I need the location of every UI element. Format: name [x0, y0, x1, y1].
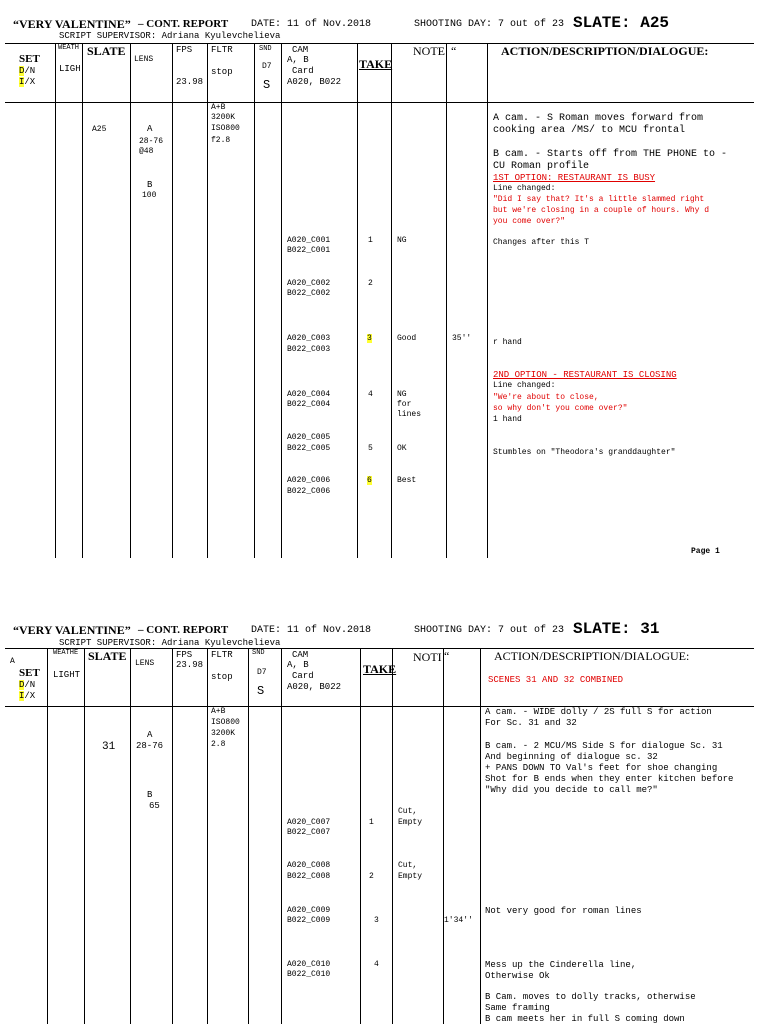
- lens-b-focal: 100: [142, 191, 157, 200]
- take-number: 4: [368, 390, 373, 399]
- script-supervisor: SCRIPT SUPERVISOR: Adriana Kyulevchelieva: [59, 31, 281, 41]
- take-cam-b: B022_C006: [287, 487, 331, 496]
- slate-heading: SLATE: 31: [573, 620, 660, 638]
- action-line: "Why did you decide to call me?": [485, 785, 658, 795]
- sound-header: SND: [252, 649, 265, 657]
- action-line: A cam. - WIDE dolly / 2S full S for action: [485, 707, 712, 717]
- filter-header: FLTR: [211, 45, 233, 55]
- take-number: 4: [374, 960, 379, 969]
- fps-value: 23.98: [176, 77, 204, 87]
- take-cam-b: B022_C005: [287, 444, 331, 453]
- sound-d7: D7: [257, 668, 267, 677]
- cont-report-label: – CONT. REPORT: [138, 624, 229, 636]
- set-header: SET: [19, 53, 40, 65]
- dialogue-line: you come over?": [493, 217, 566, 226]
- take-note: Good: [397, 334, 417, 343]
- take-number: 1: [368, 236, 373, 245]
- lens-header: LENS: [134, 55, 154, 64]
- lens-a: A: [147, 124, 153, 134]
- fltr-line: 3200K: [211, 113, 236, 122]
- action-line: Line changed:: [493, 184, 556, 193]
- action-line: A cam. - S Roman moves forward from: [493, 113, 704, 124]
- int-ext-label: I/X: [19, 691, 36, 701]
- day-night-label: D/N: [19, 680, 36, 690]
- dialogue-line: but we're closing in a couple of hours. Why d: [493, 206, 710, 215]
- action-line: CU Roman profile: [493, 161, 590, 172]
- option-1-heading: 1ST OPTION: RESTAURANT IS BUSY: [493, 173, 656, 183]
- fltr-line: ISO800: [211, 718, 240, 727]
- dialogue-line: so why don't you come over?": [493, 404, 628, 413]
- take-note: Cut,: [398, 807, 418, 816]
- fltr-line: A+B: [211, 103, 226, 112]
- lens-a: A: [147, 730, 153, 740]
- take-number: 3: [367, 334, 372, 343]
- take-header: TAKE: [363, 662, 397, 676]
- take-note: NG: [397, 236, 407, 245]
- action-line: Otherwise Ok: [485, 971, 550, 981]
- take-cam-a: A020_C004: [287, 390, 331, 399]
- note-header: NOTI: [413, 650, 442, 664]
- action-line: + PANS DOWN TO Val's feet for shoe changing: [485, 763, 718, 773]
- take-number: 6: [367, 476, 372, 485]
- action-line: r hand: [493, 338, 522, 347]
- dialogue-line: "We're about to close,: [493, 393, 599, 402]
- cam-cards: A020, B022: [287, 682, 342, 692]
- action-line: Same framing: [485, 1003, 550, 1013]
- fltr-line: 2.8: [211, 740, 226, 749]
- int-ext-label: I/X: [19, 77, 36, 87]
- lens-a-range: 28-76: [136, 741, 164, 751]
- fltr-line: ISO800: [211, 124, 240, 133]
- slate-header: SLATE: [87, 44, 126, 58]
- take-time: 35'': [452, 334, 472, 343]
- day-night-label: D/N: [19, 66, 36, 76]
- take-number: 3: [374, 916, 379, 925]
- card-header: Card: [292, 671, 314, 681]
- report-title: “VERY VALENTINE”: [13, 17, 131, 31]
- take-number: 2: [369, 872, 374, 881]
- take-cam-a: A020_C005: [287, 433, 331, 442]
- take-number: 5: [368, 444, 373, 453]
- action-line: Not very good for roman lines: [485, 906, 642, 916]
- option-2-heading: 2ND OPTION - RESTAURANT IS CLOSING: [493, 370, 677, 380]
- action-line: For Sc. 31 and 32: [485, 718, 577, 728]
- lens-a-focal: @48: [139, 147, 154, 156]
- weather-header: WEATH: [58, 44, 80, 52]
- take-cam-b: B022_C008: [287, 872, 331, 881]
- take-cam-b: B022_C002: [287, 289, 331, 298]
- action-line: 1 hand: [493, 415, 522, 424]
- lens-a-range: 28-76: [139, 137, 164, 146]
- take-cam-a: A020_C010: [287, 960, 331, 969]
- filter-header: FLTR: [211, 650, 233, 660]
- take-cam-a: A020_C006: [287, 476, 331, 485]
- action-line: Changes after this T: [493, 238, 590, 247]
- take-note: Empty: [398, 818, 423, 827]
- take-cam-a: A020_C001: [287, 236, 331, 245]
- page-number: Page 1: [691, 547, 720, 556]
- stop-header: stop: [211, 67, 233, 77]
- take-cam-b: B022_C001: [287, 246, 331, 255]
- scenes-combined: SCENES 31 AND 32 COMBINED: [488, 675, 624, 685]
- light-header: LIGH: [59, 64, 81, 74]
- take-note: for: [397, 400, 412, 409]
- take-cam-b: B022_C003: [287, 345, 331, 354]
- action-line: B cam. - Starts off from THE PHONE to -: [493, 149, 728, 160]
- cont-report-label: – CONT. REPORT: [138, 18, 229, 30]
- note-header: NOTE: [413, 44, 445, 58]
- sound-header: SND: [259, 45, 272, 53]
- report-date: DATE: 11 of Nov.2018: [251, 19, 372, 30]
- take-cam-b: B022_C009: [287, 916, 331, 925]
- take-cam-b: B022_C007: [287, 828, 331, 837]
- fps-header: FPS: [176, 650, 193, 660]
- sound-s: S: [263, 78, 271, 92]
- fps-header: FPS: [176, 45, 193, 55]
- fltr-line: 3200K: [211, 729, 236, 738]
- report-title: “VERY VALENTINE”: [13, 623, 131, 637]
- action-line: And beginning of dialogue sc. 32: [485, 752, 658, 762]
- cam-cards: A020, B022: [287, 77, 342, 87]
- cam-ab: A, B: [287, 660, 309, 670]
- set-header: SET: [19, 667, 40, 679]
- script-supervisor: SCRIPT SUPERVISOR: Adriana Kyulevchelieva: [59, 638, 281, 648]
- weather-header: WEATHE: [53, 649, 79, 657]
- take-cam-a: A020_C002: [287, 279, 331, 288]
- time-header: “: [444, 649, 450, 663]
- action-line: Shot for B ends when they enter kitchen before: [485, 774, 734, 784]
- action-line: B Cam. moves to dolly tracks, otherwise: [485, 992, 696, 1002]
- take-cam-b: B022_C004: [287, 400, 331, 409]
- take-note: Best: [397, 476, 417, 485]
- take-note: OK: [397, 444, 407, 453]
- fltr-line: A+B: [211, 707, 226, 716]
- action-line: Line changed:: [493, 381, 556, 390]
- take-number: 2: [368, 279, 373, 288]
- take-cam-a: A020_C008: [287, 861, 331, 870]
- action-header: ACTION/DESCRIPTION/DIALOGUE:: [494, 649, 690, 663]
- dialogue-line: "Did I say that? It's a little slammed right: [493, 195, 705, 204]
- cam-header: CAM: [292, 650, 309, 660]
- action-line: cooking area /MS/ to MCU frontal: [493, 125, 686, 136]
- take-cam-a: A020_C003: [287, 334, 331, 343]
- take-cam-a: A020_C009: [287, 906, 331, 915]
- slate-heading: SLATE: A25: [573, 14, 670, 32]
- lens-b: B: [147, 180, 153, 190]
- slate-value: A25: [92, 125, 107, 134]
- take-note: NG: [397, 390, 407, 399]
- stop-header: stop: [211, 672, 233, 682]
- report-date: DATE: 11 of Nov.2018: [251, 625, 372, 636]
- take-time: 1'34'': [444, 916, 473, 925]
- take-note: lines: [397, 410, 422, 419]
- lens-header: LENS: [135, 659, 155, 668]
- take-note: Cut,: [398, 861, 418, 870]
- action-line: B cam. - 2 MCU/MS Side S for dialogue Sc. 31: [485, 741, 723, 751]
- action-line: Stumbles on "Theodora's granddaughter": [493, 448, 676, 457]
- take-header: TAKE: [359, 57, 393, 71]
- sound-s: S: [257, 684, 265, 698]
- shooting-day: SHOOTING DAY: 7 out of 23: [414, 19, 565, 30]
- lens-b: B: [147, 790, 153, 800]
- lens-b-focal: 65: [149, 801, 160, 811]
- take-cam-b: B022_C010: [287, 970, 331, 979]
- shooting-day: SHOOTING DAY: 7 out of 23: [414, 625, 565, 636]
- cam-ab: A, B: [287, 55, 309, 65]
- action-line: B cam meets her in full S coming down: [485, 1014, 685, 1024]
- set-a-label: A: [10, 657, 15, 666]
- take-cam-a: A020_C007: [287, 818, 331, 827]
- action-line: Mess up the Cinderella line,: [485, 960, 637, 970]
- light-header: LIGHT: [53, 670, 81, 680]
- fltr-line: f2.8: [211, 136, 231, 145]
- header-bottom-border: [5, 102, 754, 103]
- cam-header: CAM: [292, 45, 309, 55]
- slate-value: 31: [102, 741, 116, 753]
- sound-d7: D7: [262, 62, 272, 71]
- action-header: ACTION/DESCRIPTION/DIALOGUE:: [501, 44, 709, 58]
- card-header: Card: [292, 66, 314, 76]
- take-number: 1: [369, 818, 374, 827]
- take-note: Empty: [398, 872, 423, 881]
- time-header: “: [451, 44, 457, 58]
- fps-value: 23.98: [176, 660, 204, 670]
- slate-header: SLATE: [88, 649, 127, 663]
